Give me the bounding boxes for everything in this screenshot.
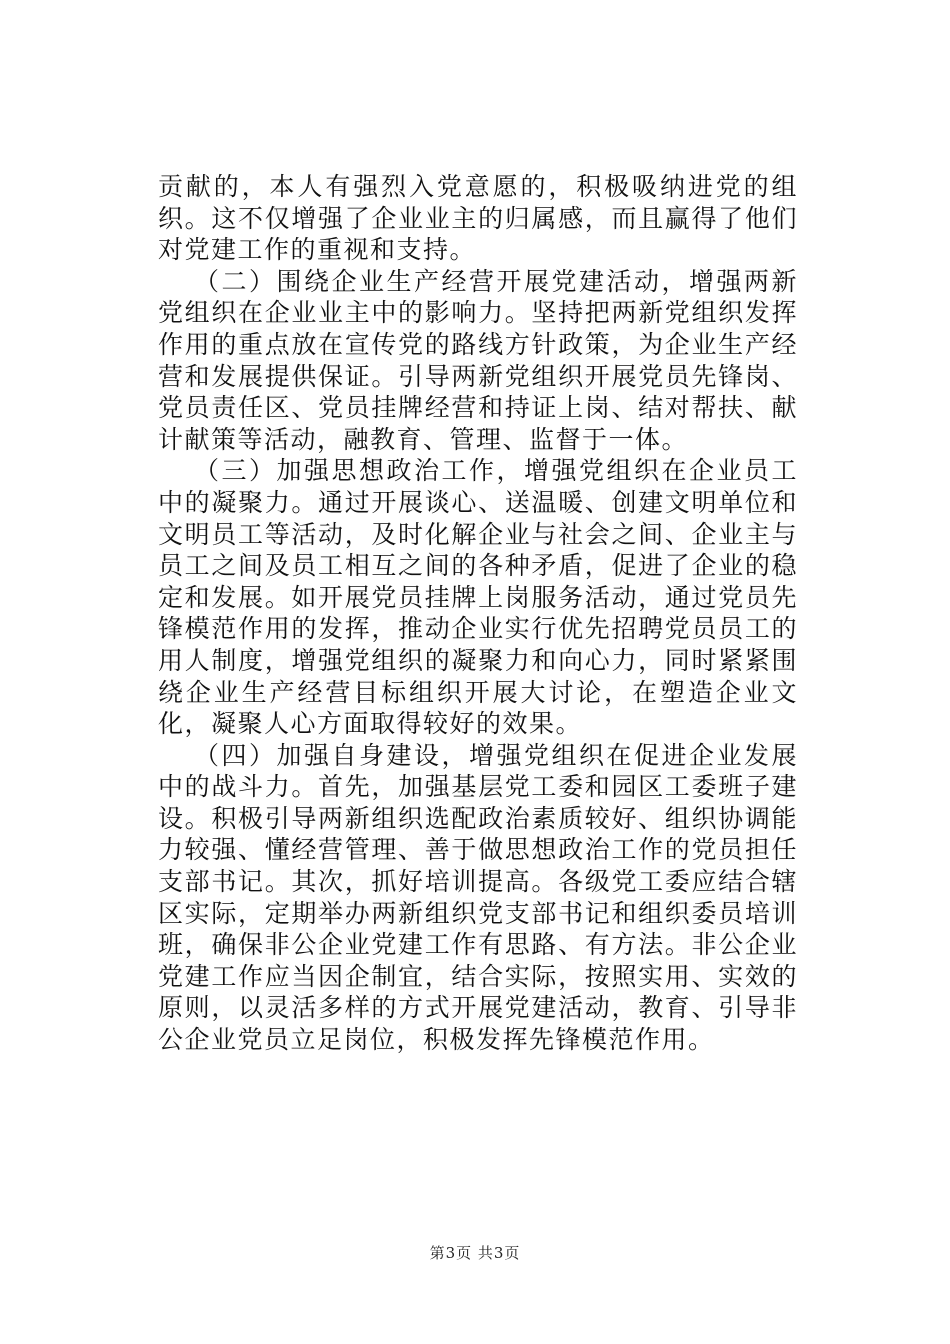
document-body — [158, 171, 798, 1056]
paragraph-section-4: （四）加强自身建设，增强党组织在促进企业发展中的战斗力。首先，加强基层党工委和园区工委班子建设。积极引导两新组织选配政治素质较好、组织协调能力较强、懂经营管理、善于做思想政治工作的党员担任支部书记。其次，抓好培训提高。各级党工委应结合辖区实际，定期举办两新组织党支部书记和组织委员培训班，确保非公企业党建工作有思路、有方法。非公企业党建工作应当因企制宜，结合实际，按照实用、实效的原则，以灵活多样的方式开展党建活动，教育、引导非公企业党员立足岗位，积极发挥先锋模范作用。 — [158, 740, 798, 1055]
paragraph-continuation: 贡献的，本人有强烈入党意愿的，积极吸纳进党的组织。这不仅增强了企业业主的归属感，而且赢得了他们对党建工作的重视和支持。 — [158, 172, 798, 265]
page-number-label: 第3页 共3页 — [429, 1244, 521, 1262]
paragraph-section-3: （三）加强思想政治工作，增强党组织在企业员工中的凝聚力。通过开展谈心、送温暖、创建文明单位和文明员工等活动，及时化解企业与社会之间、企业主与员工之间及员工相互之间的各种矛盾，促进了企业的稳定和发展。如开展党员挂牌上岗服务活动，通过党员先锋模范作用的发挥，推动企业实行优先招聘党员员工的用人制度，增强党组织的凝聚力和向心力，同时紧紧围绕企业生产经营目标组织开展大讨论，在塑造企业文化，凝聚人心方面取得较好的效果。 — [158, 456, 798, 739]
page-footer — [0, 1243, 950, 1263]
paragraph-section-2: （二）围绕企业生产经营开展党建活动，增强两新党组织在企业业主中的影响力。坚持把两新党组织发挥作用的重点放在宣传党的路线方针政策，为企业生产经营和发展提供保证。引导两新党组织开展党员先锋岗、党员责任区、党员挂牌经营和持证上岗、结对帮扶、献计献策等活动，融教育、管理、监督于一体。 — [158, 266, 798, 454]
